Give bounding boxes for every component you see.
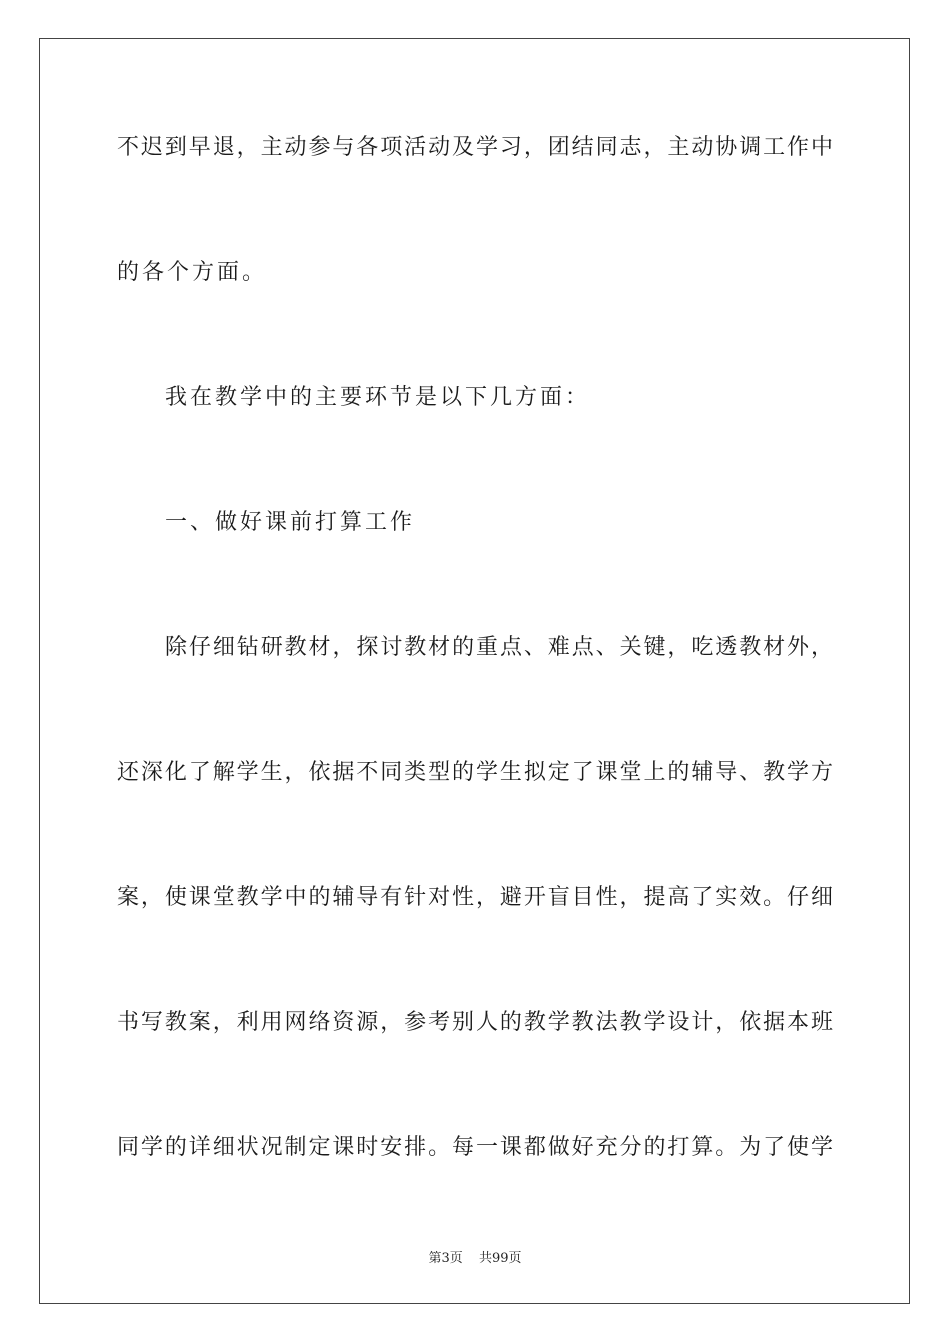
page-total: 共99页 (478, 1251, 522, 1266)
page-footer (0, 1247, 950, 1266)
body-line-3: 我在教学中的主要环节是以下几方面： (165, 385, 591, 410)
page-number: 第3页 (428, 1251, 463, 1266)
body-line-1: 不迟到早退，主动参与各项活动及学习，团结同志，主动协调工作中 (117, 135, 833, 160)
body-line-9: 同学的详细状况制定课时安排。每一课都做好充分的打算。为了使学 (117, 1135, 833, 1160)
body-line-2: 的各个方面。 (117, 260, 268, 285)
body-line-8: 书写教案，利用网络资源，参考别人的教学教法教学设计，依据本班 (117, 1010, 833, 1035)
body-line-6: 还深化了解学生，依据不同类型的学生拟定了课堂上的辅导、教学方 (117, 760, 833, 785)
body-line-5: 除仔细钻研教材，探讨教材的重点、难点、关键，吃透教材外， (165, 635, 833, 660)
body-line-7: 案，使课堂教学中的辅导有针对性，避开盲目性，提高了实效。仔细 (117, 885, 833, 910)
page-border (39, 38, 910, 1304)
section-heading: 一、做好课前打算工作 (165, 510, 416, 535)
